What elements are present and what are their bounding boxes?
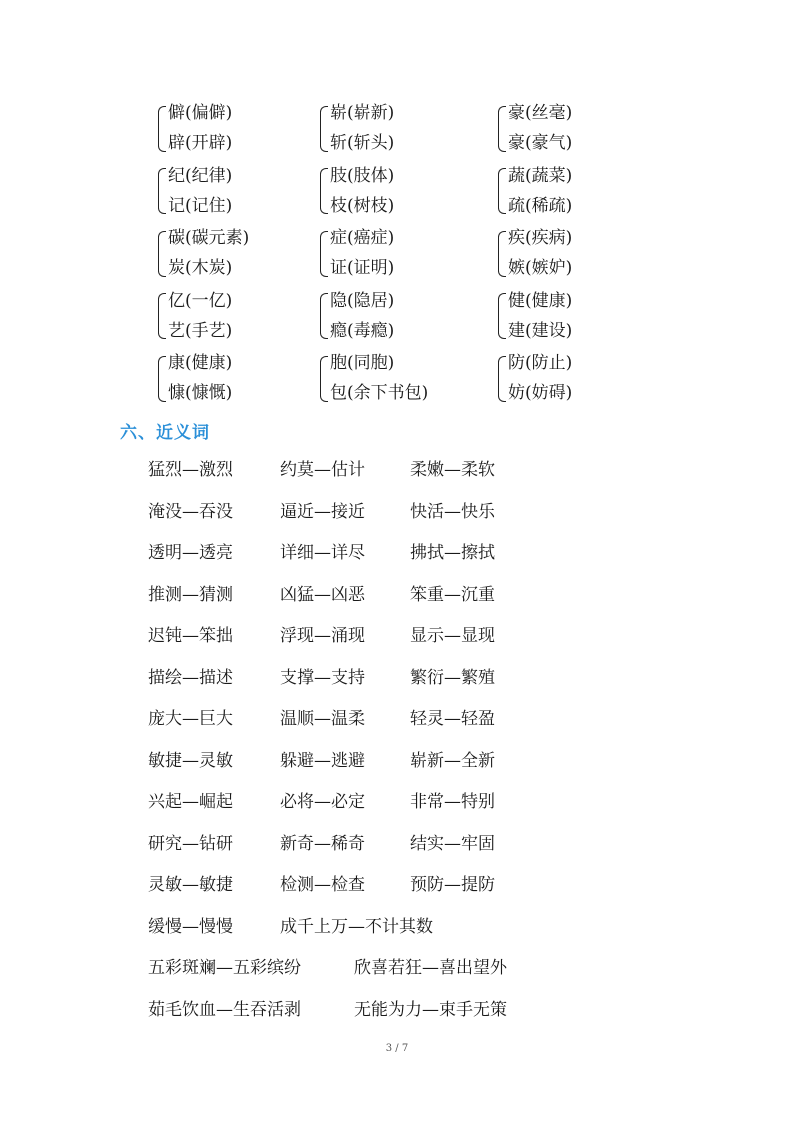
synonym-pair: 检测—检查 <box>280 875 365 895</box>
synonym-pair: 逼近—接近 <box>280 501 365 522</box>
synonym-pair: 欣喜若狂—喜出望外 <box>354 958 507 978</box>
synonym-pair: 约莫—估计 <box>280 460 365 480</box>
left-brace-icon <box>320 293 328 339</box>
homophone-group <box>320 161 394 221</box>
synonym-pair: 敏捷—灵敏 <box>148 750 233 771</box>
page-number: 3 / 7 <box>385 1043 409 1054</box>
homophone-word: 枝(树枝) <box>330 195 395 216</box>
left-brace-icon <box>498 106 506 152</box>
synonym-row <box>148 616 748 658</box>
homophone-group <box>320 223 394 283</box>
homophone-word-stack <box>508 223 572 283</box>
synonym-row <box>148 990 748 1032</box>
synonym-pair: 温顺—温柔 <box>280 709 365 729</box>
homophone-group <box>498 98 572 158</box>
homophone-word: 证(证明) <box>330 258 395 278</box>
synonym-row <box>148 450 748 492</box>
left-brace-icon <box>498 231 506 277</box>
homophone-row <box>0 286 794 349</box>
left-brace-icon <box>158 168 166 214</box>
synonym-pair: 快活—快乐 <box>410 501 495 522</box>
synonym-pair: 结实—牢固 <box>410 833 495 854</box>
homophone-word: 豪(丝毫) <box>508 103 573 123</box>
synonym-pair: 非常—特别 <box>410 792 495 812</box>
homophone-group <box>498 286 572 346</box>
homophone-word-stack <box>508 161 572 221</box>
homophone-word-stack <box>508 348 572 408</box>
synonym-pair: 庞大—巨大 <box>148 709 233 729</box>
homophone-word: 嫉(嫉妒) <box>508 258 573 278</box>
synonym-pair: 预防—提防 <box>410 875 495 895</box>
synonym-pair: 显示—显现 <box>410 626 495 646</box>
homophone-word: 妨(妨碍) <box>508 383 573 403</box>
homophone-word-stack <box>330 348 428 408</box>
synonym-pair: 兴起—崛起 <box>148 792 233 812</box>
synonym-pair: 躲避—逃避 <box>280 750 365 771</box>
synonym-pair: 淹没—吞没 <box>148 501 233 522</box>
synonym-pair: 笨重—沉重 <box>410 584 495 605</box>
synonym-row <box>148 699 748 741</box>
homophone-word: 炭(木炭) <box>168 258 233 278</box>
homophone-word-stack <box>508 98 572 158</box>
homophone-word: 疏(稀疏) <box>508 195 573 216</box>
homophone-group <box>158 223 249 283</box>
homophone-word-stack <box>330 98 394 158</box>
homophone-group <box>498 223 572 283</box>
homophone-group <box>320 286 394 346</box>
left-brace-icon <box>320 231 328 277</box>
homophone-word: 包(余下书包) <box>330 383 429 403</box>
synonym-pair: 详细—详尽 <box>280 543 365 563</box>
homophone-word-stack <box>168 223 249 283</box>
homophone-word-stack <box>330 223 394 283</box>
synonym-pair: 支撑—支持 <box>280 667 365 688</box>
homophone-word: 防(防止) <box>508 353 573 373</box>
homophone-word: 艺(手艺) <box>168 320 233 341</box>
homophone-groups <box>0 98 794 411</box>
homophone-row <box>0 98 794 161</box>
synonym-pair: 迟钝—笨拙 <box>148 626 233 646</box>
synonym-pair: 透明—透亮 <box>148 543 233 563</box>
homophone-row <box>0 223 794 286</box>
homophone-word: 胞(同胞) <box>330 353 395 373</box>
homophone-group <box>158 286 232 346</box>
synonym-pair: 必将—必定 <box>280 792 365 812</box>
synonym-pair: 灵敏—敏捷 <box>148 875 233 895</box>
homophone-word: 肢(肢体) <box>330 165 395 186</box>
left-brace-icon <box>498 356 506 402</box>
homophone-group <box>498 161 572 221</box>
left-brace-icon <box>498 293 506 339</box>
homophone-group <box>320 98 394 158</box>
homophone-word: 瘾(毒瘾) <box>330 320 395 341</box>
synonym-row <box>148 948 748 990</box>
homophone-group <box>498 348 572 408</box>
homophone-word-stack <box>330 286 394 346</box>
homophone-word: 蔬(蔬菜) <box>508 165 573 186</box>
left-brace-icon <box>498 168 506 214</box>
synonym-pair: 成千上万—不计其数 <box>280 916 433 937</box>
synonym-pair: 新奇—稀奇 <box>280 833 365 854</box>
synonym-pair: 柔嫩—柔软 <box>410 460 495 480</box>
homophone-word-stack <box>168 161 232 221</box>
synonym-pair: 五彩斑斓—五彩缤纷 <box>148 958 301 978</box>
left-brace-icon <box>320 168 328 214</box>
synonym-pair: 无能为力—束手无策 <box>354 999 507 1020</box>
homophone-word: 慷(慷慨) <box>168 383 233 403</box>
synonym-pair: 猛烈—激烈 <box>148 460 233 480</box>
synonym-row <box>148 824 748 866</box>
synonym-list <box>148 450 748 1031</box>
synonym-pair: 繁衍—繁殖 <box>410 667 495 688</box>
synonym-row <box>148 907 748 949</box>
homophone-word: 亿(一亿) <box>168 290 233 311</box>
homophone-word: 辟(开辟) <box>168 133 233 153</box>
synonym-pair: 描绘—描述 <box>148 667 233 688</box>
homophone-word: 崭(崭新) <box>330 103 395 123</box>
homophone-group <box>320 348 428 408</box>
homophone-group <box>158 98 232 158</box>
homophone-word: 纪(纪律) <box>168 165 233 186</box>
left-brace-icon <box>158 106 166 152</box>
synonym-row <box>148 492 748 534</box>
homophone-word-stack <box>168 98 232 158</box>
left-brace-icon <box>158 293 166 339</box>
homophone-word: 斩(斩头) <box>330 133 395 153</box>
homophone-row <box>0 161 794 224</box>
homophone-group <box>158 348 232 408</box>
synonym-row <box>148 782 748 824</box>
homophone-group <box>158 161 232 221</box>
homophone-word: 碳(碳元素) <box>168 228 250 248</box>
synonym-pair: 拂拭—擦拭 <box>410 543 495 563</box>
homophone-word: 建(建设) <box>508 320 573 341</box>
synonym-row <box>148 575 748 617</box>
homophone-word-stack <box>330 161 394 221</box>
synonym-pair: 茹毛饮血—生吞活剥 <box>148 999 301 1020</box>
synonym-pair: 凶猛—凶恶 <box>280 584 365 605</box>
homophone-word: 隐(隐居) <box>330 290 395 311</box>
homophone-word: 豪(豪气) <box>508 133 573 153</box>
homophone-word-stack <box>168 286 232 346</box>
synonym-pair: 浮现—涌现 <box>280 626 365 646</box>
homophone-word: 康(健康) <box>168 353 233 373</box>
synonym-pair: 崭新—全新 <box>410 750 495 771</box>
left-brace-icon <box>158 356 166 402</box>
homophone-word: 症(癌症) <box>330 228 395 248</box>
synonym-row <box>148 865 748 907</box>
synonym-row <box>148 658 748 700</box>
left-brace-icon <box>320 106 328 152</box>
synonym-pair: 缓慢—慢慢 <box>148 916 233 937</box>
synonym-row <box>148 741 748 783</box>
homophone-word-stack <box>168 348 232 408</box>
homophone-row <box>0 348 794 411</box>
synonym-pair: 推测—猜测 <box>148 584 233 605</box>
homophone-word: 记(记住) <box>168 195 233 216</box>
homophone-word-stack <box>508 286 572 346</box>
section-heading: 六、近义词 <box>120 423 210 443</box>
homophone-word: 僻(偏僻) <box>168 103 233 123</box>
synonym-pair: 研究—钻研 <box>148 833 233 854</box>
homophone-word: 健(健康) <box>508 290 573 311</box>
left-brace-icon <box>320 356 328 402</box>
homophone-word: 疾(疾病) <box>508 228 573 248</box>
synonym-row <box>148 533 748 575</box>
synonym-pair: 轻灵—轻盈 <box>410 709 495 729</box>
left-brace-icon <box>158 231 166 277</box>
